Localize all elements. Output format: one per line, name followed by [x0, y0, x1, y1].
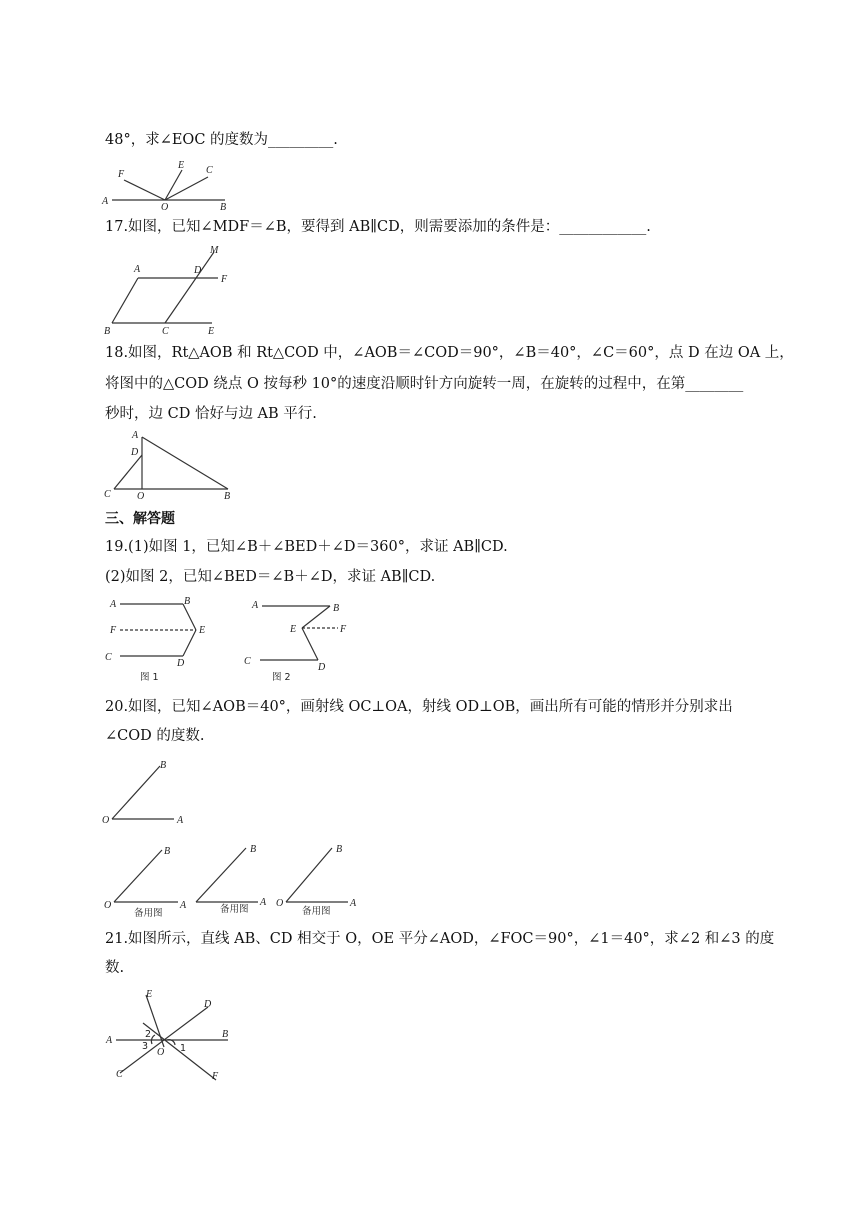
label-F: F: [212, 1071, 219, 1082]
label-A: A: [252, 600, 259, 611]
label-C: C: [206, 165, 213, 176]
label-C: C: [244, 656, 251, 667]
figure-q20-main: [100, 756, 200, 828]
label-A: A: [102, 196, 109, 207]
label-D: D: [194, 265, 202, 276]
q16-tail-text: 48°，求∠EOC 的度数为_________.: [105, 132, 338, 148]
label-C: C: [116, 1069, 123, 1080]
q19-part2: (2)如图 2，已知∠BED＝∠B＋∠D，求证 AB∥CD.: [105, 569, 436, 585]
figure-q20-spare1: [100, 838, 200, 918]
label-E: E: [146, 989, 153, 1000]
figure-q19-1: [100, 594, 220, 684]
label-A: A: [110, 599, 117, 610]
label-E: E: [208, 326, 215, 337]
section-heading: 三、解答题: [105, 511, 175, 527]
label-B: B: [250, 844, 257, 855]
q21-line2: 数.: [105, 960, 125, 976]
label-A: A: [177, 815, 184, 826]
label-E: E: [178, 160, 185, 171]
label-B: B: [164, 846, 171, 857]
figure-q20-spare3: [266, 838, 366, 918]
label-A: A: [132, 430, 139, 441]
label-C: C: [104, 489, 111, 500]
label-C: C: [162, 326, 169, 337]
label-C: C: [105, 652, 112, 663]
figure-q17: [100, 244, 230, 339]
label-A: A: [106, 1035, 113, 1046]
label-E: E: [290, 624, 297, 635]
label-B: B: [104, 326, 111, 337]
label-O: O: [276, 898, 284, 909]
label-F: F: [118, 169, 125, 180]
label-O: O: [102, 815, 110, 826]
label-D: D: [131, 447, 139, 458]
label-B: B: [220, 202, 227, 213]
q18-line2: 将图中的△COD 绕点 O 按每秒 10°的速度沿顺时针方向旋转一周，在旋转的过程中，在第________: [105, 376, 744, 392]
label-O: O: [104, 900, 112, 911]
q18-line1: 18.如图，Rt△AOB 和 Rt△COD 中，∠AOB＝∠COD＝90°，∠B＝40°，∠C＝60°，点 D 在边 OA 上，: [105, 345, 794, 361]
angle-label-3: 3: [142, 1041, 149, 1052]
caption-spare: 备用图: [220, 904, 249, 915]
label-B: B: [222, 1029, 229, 1040]
figure-q19-2: [240, 594, 360, 684]
label-B: B: [160, 760, 167, 771]
q17-text: 17.如图，已知∠MDF＝∠B，要得到 AB∥CD，则需要添加的条件是：____________.: [105, 219, 651, 235]
figure-q16: [100, 155, 240, 213]
label-F: F: [340, 624, 347, 635]
label-O: O: [161, 202, 169, 213]
caption-fig1: 图 1: [140, 672, 159, 683]
label-F: F: [221, 274, 228, 285]
caption-spare: 备用图: [302, 906, 331, 917]
label-D: D: [318, 662, 326, 673]
label-A: A: [260, 897, 267, 908]
label-O: O: [137, 491, 145, 502]
q19-part1: 19.(1)如图 1，已知∠B＋∠BED＋∠D＝360°，求证 AB∥CD.: [105, 539, 508, 555]
figure-q20-spare2: [186, 838, 276, 918]
label-B: B: [224, 491, 231, 502]
label-B: B: [336, 844, 343, 855]
label-D: D: [177, 658, 185, 669]
figure-q18: [100, 428, 240, 503]
figure-q21: [100, 985, 240, 1085]
caption-fig2: 图 2: [272, 672, 291, 683]
label-B: B: [184, 596, 191, 607]
label-F: F: [110, 625, 117, 636]
label-A: A: [180, 900, 187, 911]
label-B: B: [333, 603, 340, 614]
label-O: O: [157, 1047, 165, 1058]
caption-spare: 备用图: [134, 908, 163, 919]
label-A: A: [134, 264, 141, 275]
label-E: E: [199, 625, 206, 636]
q18-line3: 秒时，边 CD 恰好与边 AB 平行.: [105, 406, 317, 422]
angle-label-1: 1: [180, 1043, 187, 1054]
angle-label-2: 2: [145, 1029, 152, 1040]
label-A: A: [350, 898, 357, 909]
q21-line1: 21.如图所示，直线 AB、CD 相交于 O，OE 平分∠AOD，∠FOC＝90°，∠1＝40°，求∠2 和∠3 的度: [105, 931, 775, 947]
label-M: M: [210, 245, 219, 256]
q20-line1: 20.如图，已知∠AOB＝40°，画射线 OC⊥OA，射线 OD⊥OB，画出所有可能的情形并分别求出: [105, 699, 733, 715]
q20-line2: ∠COD 的度数.: [105, 728, 205, 744]
label-D: D: [204, 999, 212, 1010]
